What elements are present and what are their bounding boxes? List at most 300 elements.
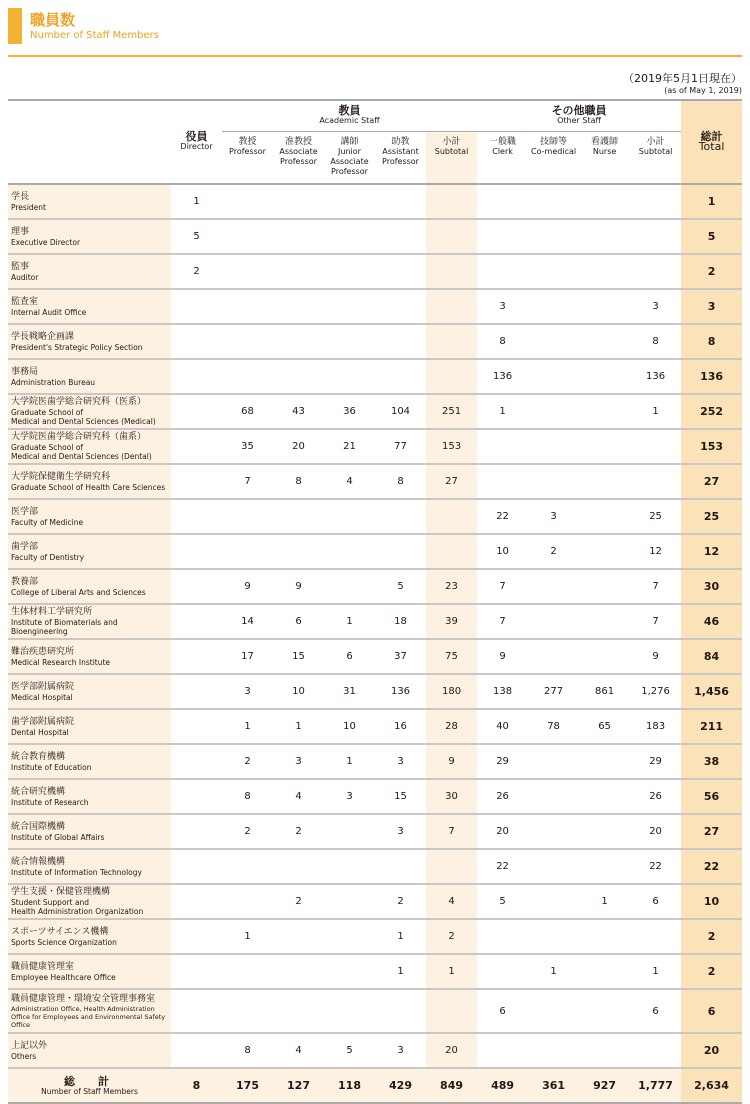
table-cell: 6 [477, 989, 528, 1033]
table-row [8, 709, 742, 744]
table-cell: 3 [375, 744, 426, 779]
table-cell [324, 219, 375, 254]
table-cell [375, 219, 426, 254]
table-cell [375, 324, 426, 359]
table-cell: 136 [375, 674, 426, 709]
table-cell [375, 989, 426, 1033]
table-cell: 136 [477, 359, 528, 394]
table-cell [528, 849, 579, 884]
table-cell: 20 [630, 814, 681, 849]
table-cell [426, 289, 477, 324]
table-cell: 27 [681, 814, 742, 849]
table-cell: 20 [477, 814, 528, 849]
table-cell [528, 324, 579, 359]
table-cell: 30 [681, 569, 742, 604]
table-cell: 1 [630, 394, 681, 429]
table-cell: 1 [222, 919, 273, 954]
page-title: 職員数 [30, 11, 76, 29]
table-cell: 2 [528, 534, 579, 569]
table-cell: 20 [273, 429, 324, 464]
table-cell [324, 324, 375, 359]
table-cell: 84 [681, 639, 742, 674]
table-cell: 8 [630, 324, 681, 359]
table-cell: 8 [681, 324, 742, 359]
col-other-subtotal: 小計 Subtotal [638, 137, 673, 156]
table-cell: 3 [324, 779, 375, 814]
row-label: 統合研究機構 Institute of Research [8, 779, 171, 814]
table-cell: 46 [681, 604, 742, 639]
table-cell [579, 814, 630, 849]
table-cell [171, 849, 222, 884]
table-cell: 2 [273, 884, 324, 919]
table-cell [579, 779, 630, 814]
col-total: 総計 Total [681, 100, 742, 184]
table-cell [477, 184, 528, 219]
table-cell [324, 954, 375, 989]
table-cell [579, 604, 630, 639]
table-cell [222, 534, 273, 569]
row-label: 監査室 Internal Audit Office [8, 289, 171, 324]
table-cell: 277 [528, 674, 579, 709]
table-cell: 65 [579, 709, 630, 744]
table-cell: 10 [324, 709, 375, 744]
table-cell: 4 [273, 779, 324, 814]
table-row [8, 954, 742, 989]
col-clerk: 一般職 Clerk [489, 137, 517, 156]
table-cell [171, 604, 222, 639]
table-cell [579, 464, 630, 499]
table-cell: 36 [324, 394, 375, 429]
row-label: 監事 Auditor [8, 254, 171, 289]
table-cell: 8 [273, 464, 324, 499]
table-cell: 8 [171, 1068, 222, 1103]
row-label: スポーツサイエンス機構 Sports Science Organization [8, 919, 171, 954]
table-cell [171, 394, 222, 429]
table-cell [222, 324, 273, 359]
table-cell [528, 289, 579, 324]
table-cell: 8 [477, 324, 528, 359]
table-cell [222, 254, 273, 289]
header-accent-bar [8, 8, 22, 44]
table-cell: 8 [222, 779, 273, 814]
table-cell [579, 639, 630, 674]
table-cell: 40 [477, 709, 528, 744]
table-cell [171, 919, 222, 954]
row-label: 歯学部附属病院 Dental Hospital [8, 709, 171, 744]
table-cell: 104 [375, 394, 426, 429]
table-row [8, 359, 742, 394]
table-cell [273, 324, 324, 359]
table-cell: 25 [681, 499, 742, 534]
total-row [8, 1068, 742, 1103]
table-cell [426, 989, 477, 1033]
table-cell [324, 989, 375, 1033]
table-cell: 5 [375, 569, 426, 604]
table-row [8, 324, 742, 359]
table-cell: 136 [630, 359, 681, 394]
table-cell [171, 569, 222, 604]
table-cell [528, 569, 579, 604]
table-cell: 8 [375, 464, 426, 499]
row-label: 職員健康管理室 Employee Healthcare Office [8, 954, 171, 989]
table-cell: 20 [681, 1033, 742, 1068]
col-associate-professor: 准教授 Associate Professor [279, 137, 318, 166]
row-label: 歯学部 Faculty of Dentistry [8, 534, 171, 569]
table-cell [375, 534, 426, 569]
row-label: 職員健康管理・環境安全管理事務室 Administration Office, Health Administration Office for Employees and Environmental Safety Office [8, 989, 171, 1033]
table-cell: 211 [681, 709, 742, 744]
table-cell [324, 359, 375, 394]
table-cell [222, 184, 273, 219]
table-cell [222, 989, 273, 1033]
table-row [8, 464, 742, 499]
table-cell [273, 359, 324, 394]
table-cell: 1 [324, 604, 375, 639]
table-cell [426, 359, 477, 394]
table-cell: 9 [630, 639, 681, 674]
as-of-date-en: (as of May 1, 2019) [664, 86, 742, 95]
table-cell [630, 184, 681, 219]
table-cell: 2 [426, 919, 477, 954]
table-cell: 1 [528, 954, 579, 989]
table-row [8, 849, 742, 884]
table-cell [171, 1033, 222, 1068]
table-cell: 56 [681, 779, 742, 814]
table-cell: 1 [222, 709, 273, 744]
table-cell [273, 849, 324, 884]
table-row [8, 884, 742, 919]
table-cell: 861 [579, 674, 630, 709]
table-cell [477, 954, 528, 989]
table-cell: 26 [477, 779, 528, 814]
table-row [8, 779, 742, 814]
row-label: 生体材料工学研究所 Institute of Biomaterials and Bioengineering [8, 604, 171, 639]
table-cell [222, 499, 273, 534]
table-cell [528, 429, 579, 464]
table-cell [171, 289, 222, 324]
table-cell [579, 989, 630, 1033]
table-cell [171, 429, 222, 464]
table-cell [579, 289, 630, 324]
table-cell: 118 [324, 1068, 375, 1103]
table-cell: 35 [222, 429, 273, 464]
table-cell [477, 1033, 528, 1068]
table-cell [375, 289, 426, 324]
table-cell [324, 289, 375, 324]
table-row [8, 289, 742, 324]
table-cell: 8 [222, 1033, 273, 1068]
table-cell: 180 [426, 674, 477, 709]
table-cell [375, 184, 426, 219]
row-label: 学生支援・保健管理機構 Student Support and Health Administration Organization [8, 884, 171, 919]
table-cell [528, 884, 579, 919]
table-cell [171, 499, 222, 534]
table-cell [579, 534, 630, 569]
col-group-academic: 教員 Academic Staff [222, 100, 477, 132]
table-cell [426, 184, 477, 219]
table-cell: 2 [222, 814, 273, 849]
table-cell [528, 989, 579, 1033]
table-cell [477, 429, 528, 464]
table-cell: 1 [630, 954, 681, 989]
table-row [8, 814, 742, 849]
table-cell [528, 184, 579, 219]
table-cell: 1 [171, 184, 222, 219]
table-cell [171, 954, 222, 989]
row-label: 総 計 Number of Staff Members [8, 1068, 171, 1103]
table-cell [477, 219, 528, 254]
header-blank [8, 100, 171, 184]
table-cell [528, 639, 579, 674]
table-cell: 22 [630, 849, 681, 884]
table-cell: 138 [477, 674, 528, 709]
table-cell [579, 219, 630, 254]
table-cell: 927 [579, 1068, 630, 1103]
table-cell: 1,276 [630, 674, 681, 709]
col-director: 役員 Director [171, 100, 222, 184]
table-cell [579, 849, 630, 884]
table-cell [375, 359, 426, 394]
table-cell: 9 [477, 639, 528, 674]
table-cell [528, 359, 579, 394]
table-row [8, 674, 742, 709]
table-cell: 6 [273, 604, 324, 639]
table-row [8, 534, 742, 569]
table-cell: 183 [630, 709, 681, 744]
table-row [8, 184, 742, 219]
table-cell: 10 [273, 674, 324, 709]
table-row [8, 254, 742, 289]
table-cell: 1 [426, 954, 477, 989]
table-row [8, 919, 742, 954]
table-cell [222, 219, 273, 254]
table-cell: 7 [477, 604, 528, 639]
table-row [8, 639, 742, 674]
table-cell: 17 [222, 639, 273, 674]
row-label: 大学院保健衛生学研究科 Graduate School of Health Care Sciences [8, 464, 171, 499]
table-cell: 26 [630, 779, 681, 814]
table-cell: 1 [375, 919, 426, 954]
table-cell [579, 254, 630, 289]
table-row [8, 744, 742, 779]
table-cell: 43 [273, 394, 324, 429]
table-cell: 28 [426, 709, 477, 744]
table-cell: 10 [477, 534, 528, 569]
table-cell: 2 [681, 954, 742, 989]
table-cell: 2,634 [681, 1068, 742, 1103]
table-cell: 14 [222, 604, 273, 639]
table-cell [222, 289, 273, 324]
table-cell: 29 [630, 744, 681, 779]
table-row [8, 989, 742, 1033]
table-cell: 12 [681, 534, 742, 569]
table-row [8, 604, 742, 639]
col-group-other: その他職員 Other Staff [477, 100, 681, 132]
table-cell [324, 919, 375, 954]
row-label: 医学部附属病院 Medical Hospital [8, 674, 171, 709]
table-cell [528, 744, 579, 779]
table-cell: 2 [681, 919, 742, 954]
table-cell [579, 569, 630, 604]
table-cell: 3 [528, 499, 579, 534]
row-label: 統合情報機構 Institute of Information Technology [8, 849, 171, 884]
table-cell [273, 499, 324, 534]
table-cell: 361 [528, 1068, 579, 1103]
table-cell: 7 [630, 569, 681, 604]
table-cell: 153 [426, 429, 477, 464]
table-cell: 2 [681, 254, 742, 289]
row-label: 統合国際機構 Institute of Global Affairs [8, 814, 171, 849]
staff-table [8, 99, 742, 1104]
table-cell [222, 849, 273, 884]
table-cell: 127 [273, 1068, 324, 1103]
table-cell [273, 919, 324, 954]
table-cell [528, 779, 579, 814]
table-cell [171, 464, 222, 499]
row-label: 医学部 Faculty of Medicine [8, 499, 171, 534]
table-cell [426, 254, 477, 289]
table-cell: 25 [630, 499, 681, 534]
table-cell: 30 [426, 779, 477, 814]
table-cell [579, 499, 630, 534]
table-cell: 18 [375, 604, 426, 639]
table-cell: 6 [630, 884, 681, 919]
row-label: 学長戦略企画課 President's Strategic Policy Section [8, 324, 171, 359]
table-row [8, 569, 742, 604]
table-cell [171, 324, 222, 359]
table-cell: 7 [477, 569, 528, 604]
table-cell [171, 989, 222, 1033]
table-cell: 38 [681, 744, 742, 779]
table-cell: 77 [375, 429, 426, 464]
row-label: 難治疾患研究所 Medical Research Institute [8, 639, 171, 674]
row-label: 上記以外 Others [8, 1033, 171, 1068]
table-cell [375, 849, 426, 884]
row-label: 教養部 College of Liberal Arts and Sciences [8, 569, 171, 604]
table-cell: 252 [681, 394, 742, 429]
table-cell: 9 [222, 569, 273, 604]
table-cell [630, 919, 681, 954]
table-cell [579, 324, 630, 359]
table-cell [630, 429, 681, 464]
table-cell: 12 [630, 534, 681, 569]
table-cell: 6 [324, 639, 375, 674]
table-cell: 6 [630, 989, 681, 1033]
col-comedical: 技師等 Co-medical [531, 137, 577, 156]
table-cell [426, 849, 477, 884]
table-cell: 2 [273, 814, 324, 849]
col-academic-subtotal: 小計 Subtotal [426, 132, 477, 185]
table-cell [273, 219, 324, 254]
col-nurse: 看護師 Nurse [591, 137, 619, 156]
table-cell [579, 744, 630, 779]
row-label: 大学院医歯学総合研究科（医系） Graduate School of Medical and Dental Sciences (Medical) [8, 394, 171, 429]
table-cell: 6 [681, 989, 742, 1033]
table-cell [171, 639, 222, 674]
table-cell [171, 674, 222, 709]
table-cell: 3 [630, 289, 681, 324]
table-cell [426, 324, 477, 359]
table-cell: 1 [375, 954, 426, 989]
table-row [8, 394, 742, 429]
table-cell [579, 394, 630, 429]
table-row [8, 1033, 742, 1068]
table-cell: 7 [630, 604, 681, 639]
table-row [8, 219, 742, 254]
table-cell [579, 1033, 630, 1068]
table-cell: 3 [222, 674, 273, 709]
table-cell [579, 359, 630, 394]
table-cell [528, 919, 579, 954]
table-cell [579, 429, 630, 464]
table-cell: 22 [477, 499, 528, 534]
table-cell: 2 [171, 254, 222, 289]
col-assistant-professor: 助教 Assistant Professor [382, 137, 419, 166]
table-cell: 78 [528, 709, 579, 744]
row-label: 事務局 Administration Bureau [8, 359, 171, 394]
table-cell [324, 184, 375, 219]
table-cell [630, 464, 681, 499]
table-cell: 20 [426, 1033, 477, 1068]
table-cell [273, 989, 324, 1033]
table-cell: 3 [273, 744, 324, 779]
row-label: 大学院医歯学総合研究科（歯系） Graduate School of Medical and Dental Sciences (Dental) [8, 429, 171, 464]
row-label: 理事 Executive Director [8, 219, 171, 254]
table-cell [324, 499, 375, 534]
table-cell: 21 [324, 429, 375, 464]
as-of-date-jp: （2019年5月1日現在） [623, 72, 742, 85]
table-cell [324, 884, 375, 919]
table-cell [477, 919, 528, 954]
table-row [8, 429, 742, 464]
table-cell: 849 [426, 1068, 477, 1103]
table-cell: 10 [681, 884, 742, 919]
table-cell: 5 [477, 884, 528, 919]
table-cell: 489 [477, 1068, 528, 1103]
table-cell: 136 [681, 359, 742, 394]
table-cell: 251 [426, 394, 477, 429]
table-cell [528, 604, 579, 639]
table-cell: 1,777 [630, 1068, 681, 1103]
table-cell [171, 709, 222, 744]
table-cell [630, 219, 681, 254]
table-cell: 9 [273, 569, 324, 604]
table-cell [528, 219, 579, 254]
table-cell [426, 499, 477, 534]
table-cell [579, 954, 630, 989]
table-cell: 29 [477, 744, 528, 779]
table-cell [273, 184, 324, 219]
table-cell: 4 [324, 464, 375, 499]
table-cell: 27 [426, 464, 477, 499]
table-cell: 22 [681, 849, 742, 884]
table-cell: 5 [681, 219, 742, 254]
table-cell: 1,456 [681, 674, 742, 709]
table-cell [273, 254, 324, 289]
table-cell [528, 394, 579, 429]
table-cell [426, 219, 477, 254]
table-cell [324, 849, 375, 884]
table-cell: 3 [477, 289, 528, 324]
table-cell [171, 884, 222, 919]
table-cell [477, 464, 528, 499]
table-cell [630, 254, 681, 289]
section-header [8, 8, 742, 56]
table-cell: 39 [426, 604, 477, 639]
table-cell [273, 954, 324, 989]
table-cell: 7 [426, 814, 477, 849]
table-cell [375, 254, 426, 289]
